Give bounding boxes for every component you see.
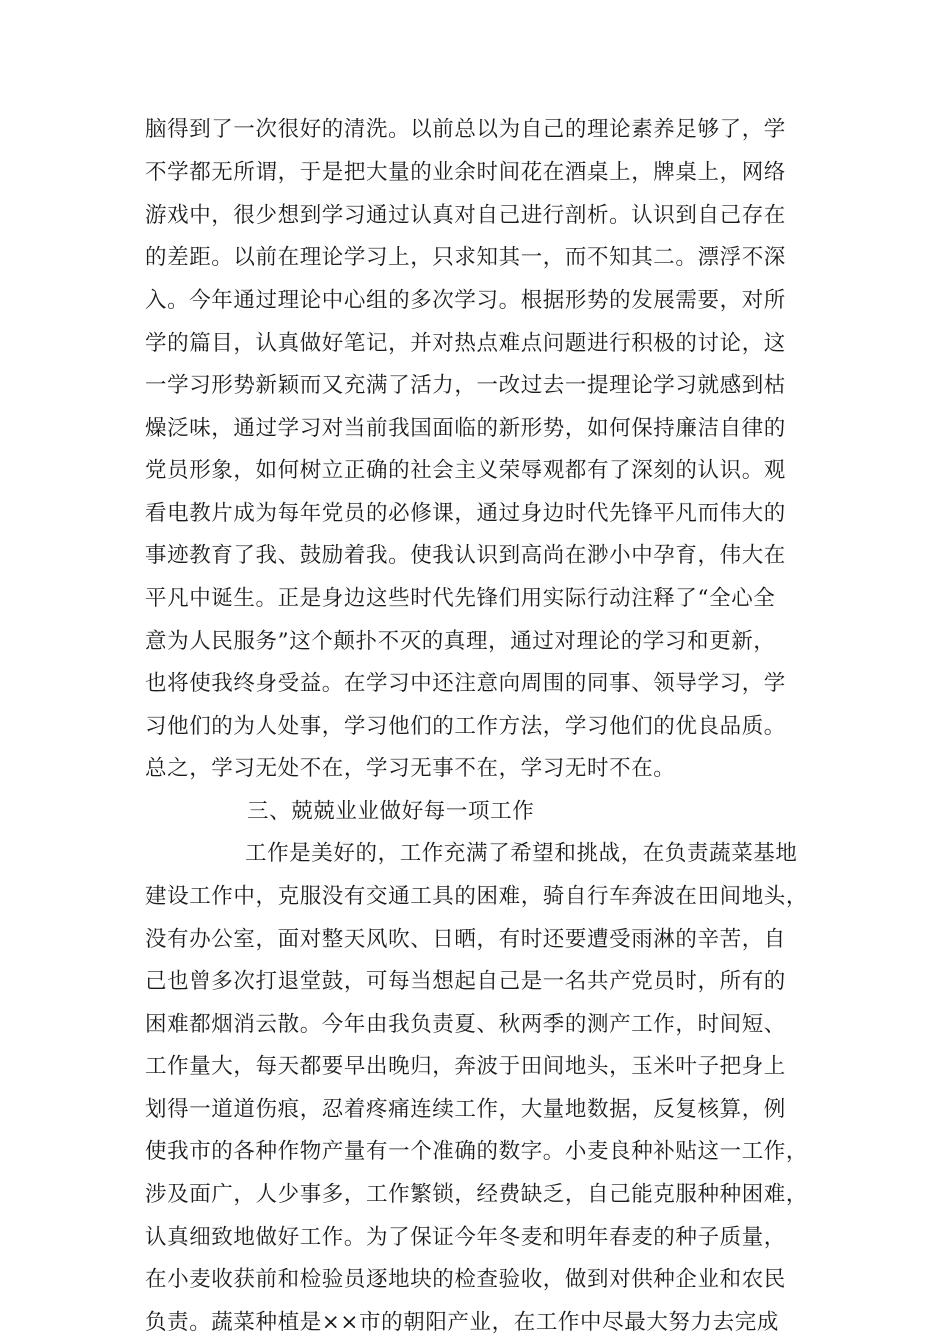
body-text-line: 认真细致地做好工作。为了保证今年冬麦和明年春麦的种子质量， bbox=[145, 1225, 786, 1250]
body-text-line: 没有办公室，面对整天风吹、日晒，有时还要遭受雨淋的辛苦，自 bbox=[145, 927, 786, 952]
body-text-line: 在小麦收获前和检验员逐地块的检查验收，做到对供种企业和农民 bbox=[145, 1267, 786, 1292]
body-text-line: 一学习形势新颖而又充满了活力，一改过去一提理论学习就感到枯 bbox=[145, 373, 786, 398]
body-text-line: 的差距。以前在理论学习上，只求知其一，而不知其二。漂浮不深 bbox=[145, 245, 786, 270]
body-text-line: 划得一道道伤痕，忍着疼痛连续工作，大量地数据，反复核算，例 bbox=[145, 1097, 786, 1122]
body-text-line: 总之，学习无处不在，学习无事不在，学习无时不在。 bbox=[145, 756, 676, 781]
body-text-line: 不学都无所谓，于是把大量的业余时间花在酒桌上，牌桌上，网络 bbox=[145, 160, 786, 185]
body-text-line: 困难都烟消云散。今年由我负责夏、秋两季的测产工作，时间短、 bbox=[145, 1012, 786, 1037]
paragraph-first-line: 工作是美好的，工作充满了希望和挑战，在负责蔬菜基地 bbox=[245, 841, 798, 866]
body-text-line: 学的篇目，认真做好笔记，并对热点难点问题进行积极的讨论，这 bbox=[145, 331, 786, 356]
body-text-line: 也将使我终身受益。在学习中还注意向周围的同事、领导学习，学 bbox=[145, 671, 786, 696]
body-text-line: 党员形象，如何树立正确的社会主义荣辱观都有了深刻的认识。观 bbox=[145, 458, 786, 483]
body-text-line: 负责。蔬菜种植是××市的朝阳产业，在工作中尽最大努力去完成 bbox=[145, 1310, 779, 1335]
body-text-line: 燥泛味，通过学习对当前我国面临的新形势，如何保持廉洁自律的 bbox=[145, 416, 786, 441]
body-text-line: 看电教片成为每年党员的必修课，通过身边时代先锋平凡而伟大的 bbox=[145, 501, 786, 526]
body-text-line: 建设工作中，克服没有交通工具的困难，骑自行车奔波在田间地头， bbox=[145, 884, 809, 909]
body-text-line: 入。今年通过理论中心组的多次学习。根据形势的发展需要，对所 bbox=[145, 288, 786, 313]
body-text-line: 工作量大，每天都要早出晚归，奔波于田间地头，玉米叶子把身上 bbox=[145, 1054, 786, 1079]
body-text-line: 平凡中诞生。正是身边这些时代先锋们用实际行动注释了“全心全 bbox=[145, 586, 776, 611]
body-text-line: 己也曾多次打退堂鼓，可每当想起自己是一名共产党员时，所有的 bbox=[145, 969, 786, 994]
body-text-line: 游戏中，很少想到学习通过认真对自己进行剖析。认识到自己存在 bbox=[145, 203, 786, 228]
section-heading: 三、兢兢业业做好每一项工作 bbox=[247, 799, 535, 824]
body-text-line: 使我市的各种作物产量有一个准确的数字。小麦良种补贴这一工作， bbox=[145, 1139, 809, 1164]
body-text-line: 习他们的为人处事，学习他们的工作方法，学习他们的优良品质。 bbox=[145, 714, 786, 739]
body-text-line: 意为人民服务”这个颠扑不灭的真理，通过对理论的学习和更新， bbox=[145, 629, 776, 654]
body-text-line: 涉及面广，人少事多，工作繁锁，经费缺乏，自己能克服种种困难， bbox=[145, 1182, 809, 1207]
body-text-line: 脑得到了一次很好的清洗。以前总以为自己的理论素养足够了，学 bbox=[145, 117, 786, 142]
body-text-line: 事迹教育了我、鼓励着我。使我认识到高尚在渺小中孕育，伟大在 bbox=[145, 543, 786, 568]
